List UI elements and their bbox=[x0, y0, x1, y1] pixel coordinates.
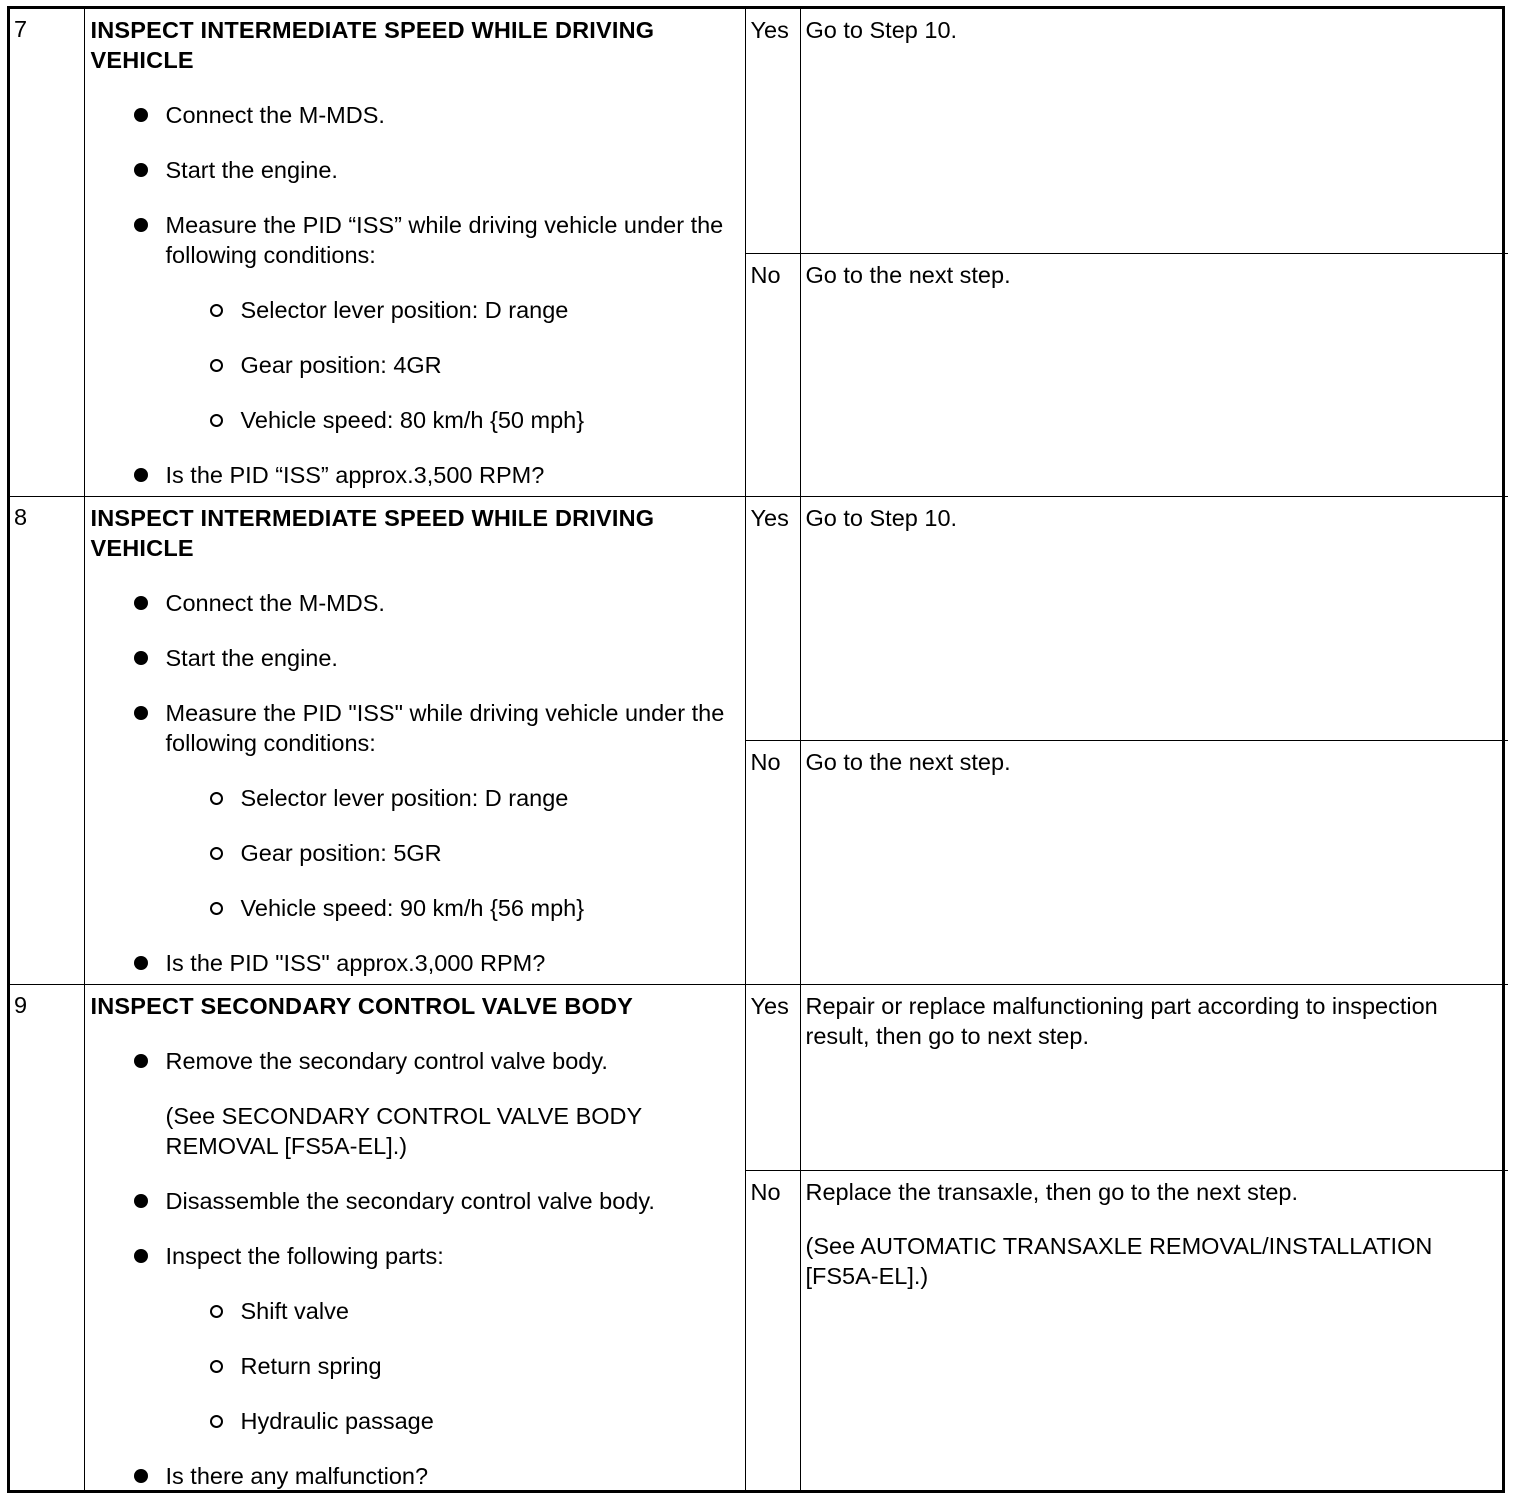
bullet-icon bbox=[134, 706, 148, 720]
bullet-icon bbox=[134, 1469, 148, 1483]
condition-item: Selector lever position: D range bbox=[91, 783, 737, 813]
inspection-item: Is the PID “ISS” approx.3,500 RPM? bbox=[91, 460, 737, 490]
diagnostic-procedure-sheet bbox=[7, 6, 1505, 1493]
no-result: Go to the next step. bbox=[800, 253, 1508, 496]
condition-item: Vehicle speed: 80 km/h {50 mph} bbox=[91, 405, 737, 435]
bullet-icon bbox=[134, 1249, 148, 1263]
reference-note: (See SECONDARY CONTROL VALVE BODY REMOVAL [FS5A-EL].) bbox=[165, 1102, 642, 1159]
bullet-icon bbox=[134, 956, 148, 970]
yes-result: Go to Step 10. bbox=[800, 9, 1508, 253]
yes-result: Go to Step 10. bbox=[800, 496, 1508, 740]
yes-result: Repair or replace malfunctioning part according to inspection result, then go to next step. bbox=[800, 984, 1508, 1170]
circle-bullet-icon bbox=[210, 304, 223, 317]
bullet-icon bbox=[134, 1194, 148, 1208]
inspection-item: Measure the PID “ISS” while driving vehicle under the following conditions: Selector lever position: D range Gear position: 4GR Vehicle speed: 80 km/h {50 mph} bbox=[91, 210, 737, 435]
yes-label: Yes bbox=[745, 984, 800, 1170]
inspection-item: Inspect the following parts: Shift valve Return spring Hydraulic passage bbox=[91, 1241, 737, 1436]
part-item: Return spring bbox=[91, 1351, 737, 1381]
part-item: Hydraulic passage bbox=[91, 1406, 737, 1436]
part-item: Shift valve bbox=[91, 1296, 737, 1326]
bullet-icon bbox=[134, 468, 148, 482]
step-row-9-yes bbox=[10, 984, 1508, 1170]
bullet-icon bbox=[134, 651, 148, 665]
inspection-item: Remove the secondary control valve body. (See SECONDARY CONTROL VALVE BODY REMOVAL [FS5A-EL].) bbox=[91, 1046, 737, 1161]
step-number: 8 bbox=[10, 496, 84, 984]
bullet-icon bbox=[134, 163, 148, 177]
bullet-icon bbox=[134, 596, 148, 610]
inspection-item: Connect the M-MDS. bbox=[91, 100, 737, 130]
circle-bullet-icon bbox=[210, 414, 223, 427]
circle-bullet-icon bbox=[210, 792, 223, 805]
circle-bullet-icon bbox=[210, 359, 223, 372]
reference-note: (See AUTOMATIC TRANSAXLE REMOVAL/INSTALLATION [FS5A-EL].) bbox=[805, 1232, 1433, 1289]
condition-list bbox=[91, 295, 737, 435]
step-title: INSPECT INTERMEDIATE SPEED WHILE DRIVING VEHICLE bbox=[90, 17, 655, 73]
inspection-item: Measure the PID "ISS" while driving vehicle under the following conditions: Selector lever position: D range Gear position: 5GR Vehicle speed: 90 km/h {56 mph} bbox=[91, 698, 737, 923]
bullet-icon bbox=[134, 218, 148, 232]
no-result: Go to the next step. bbox=[800, 740, 1508, 984]
circle-bullet-icon bbox=[210, 1305, 223, 1318]
yes-label: Yes bbox=[745, 9, 800, 253]
no-label: No bbox=[745, 1170, 800, 1491]
circle-bullet-icon bbox=[210, 847, 223, 860]
inspection-item: Start the engine. bbox=[91, 155, 737, 185]
parts-list bbox=[91, 1296, 737, 1436]
step-row-8-yes bbox=[10, 496, 1508, 740]
inspection-list bbox=[91, 588, 737, 978]
no-result: Replace the transaxle, then go to the next step. (See AUTOMATIC TRANSAXLE REMOVAL/INSTALLATION [FS5A-EL].) bbox=[800, 1170, 1508, 1491]
condition-item: Gear position: 5GR bbox=[91, 838, 737, 868]
step-detail bbox=[84, 9, 745, 496]
bullet-icon bbox=[134, 1054, 148, 1068]
diagnostic-table bbox=[10, 9, 1508, 1492]
inspection-item: Start the engine. bbox=[91, 643, 737, 673]
step-title: INSPECT SECONDARY CONTROL VALVE BODY bbox=[90, 992, 634, 1019]
step-number: 7 bbox=[10, 9, 84, 496]
inspection-item: Is the PID "ISS" approx.3,000 RPM? bbox=[91, 948, 737, 978]
no-label: No bbox=[745, 740, 800, 984]
inspection-list bbox=[91, 100, 737, 490]
inspection-item: Connect the M-MDS. bbox=[91, 588, 737, 618]
condition-item: Selector lever position: D range bbox=[91, 295, 737, 325]
bullet-icon bbox=[134, 108, 148, 122]
step-title: INSPECT INTERMEDIATE SPEED WHILE DRIVING VEHICLE bbox=[90, 504, 655, 561]
inspection-item: Disassemble the secondary control valve body. bbox=[91, 1186, 737, 1216]
circle-bullet-icon bbox=[210, 902, 223, 915]
step-row-7-yes bbox=[10, 9, 1508, 253]
condition-item: Gear position: 4GR bbox=[91, 350, 737, 380]
inspection-list bbox=[91, 1046, 737, 1491]
yes-label: Yes bbox=[745, 496, 800, 740]
step-detail bbox=[84, 984, 745, 1491]
step-detail bbox=[84, 496, 745, 984]
circle-bullet-icon bbox=[210, 1360, 223, 1373]
step-number: 9 bbox=[10, 984, 84, 1491]
inspection-item: Is there any malfunction? bbox=[91, 1461, 737, 1491]
no-label: No bbox=[745, 253, 800, 496]
condition-item: Vehicle speed: 90 km/h {56 mph} bbox=[91, 893, 737, 923]
condition-list bbox=[91, 783, 737, 923]
circle-bullet-icon bbox=[210, 1415, 223, 1428]
